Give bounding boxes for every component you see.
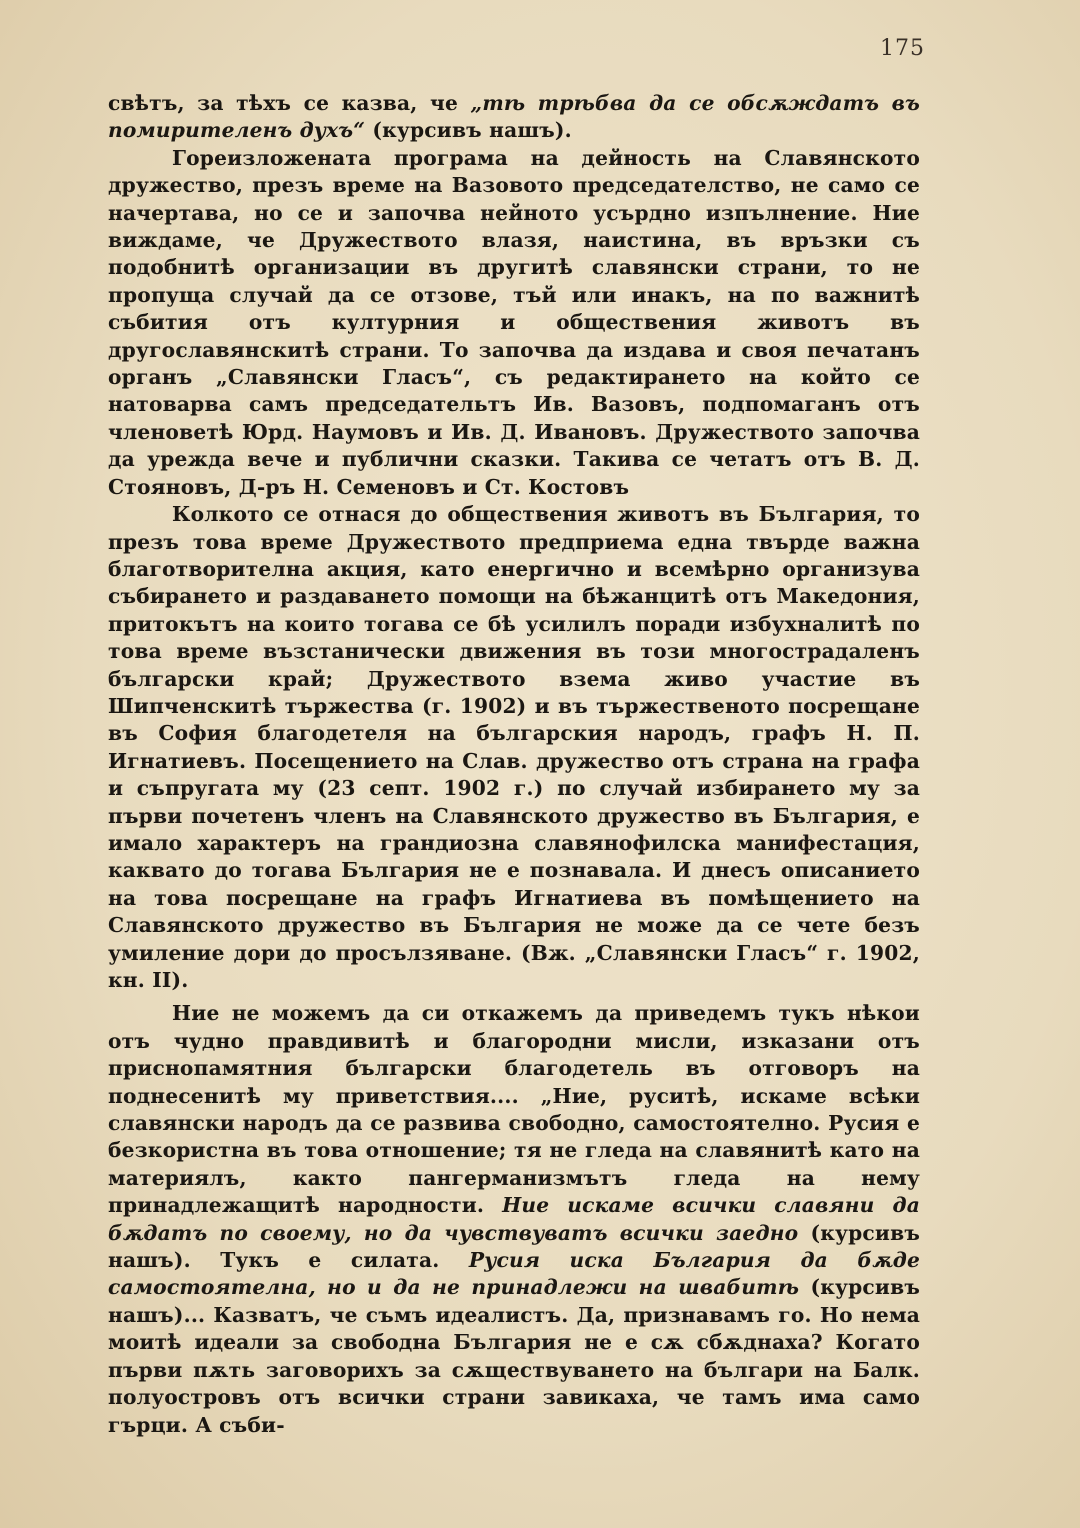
text-segment: (курсивъ нашъ). Тукъ е силата. — [108, 1220, 921, 1273]
body-text — [108, 90, 920, 1439]
italic-segment: Ние искаме всички славяни да бѫдатъ по своему, но да чувствуватъ всички заедно — [108, 1193, 920, 1245]
italic-segment: Русия иска България да бѫде самостоятелна, но и да не принадлежи на швабитѣ — [108, 1248, 920, 1300]
paragraph-3 — [108, 501, 920, 994]
text-segment: свѣтъ, за тѣхъ се казва, че — [108, 91, 471, 115]
paragraph-2 — [108, 145, 920, 501]
text-segment: Колкото се отнася до обществения животъ въ България, то презъ това време Дружеството предприема една твърде важна благотворителна акция, като енергично и всемѣрно организува събирането и раздаването помощи на бѣжанцитѣ отъ Македония, притокътъ на които тогава се бѣ усилилъ поради избухналитѣ по това време възстанически движения въ този многострадаленъ български край; Дружеството взема живо участие въ Шипченскитѣ тържества (г. 1902) и въ тържественото посрещане въ София благодетеля на българския народъ, графъ Н. П. Игнатиевъ. Посещението на Слав. дружество отъ страна на графа и съпругата му (23 септ. 1902 г.) по случай избирането му за първи почетенъ членъ на Славянското дружество въ България, е имало характеръ на грандиозна славянофилска манифестация, каквато до тогава България не е познавала. И днесъ описанието на това посрещане на графъ Игнатиева въ помѣщението на Славянското дружество въ България не може да се чете безъ умиление дори до просълзяване. (Вж. „Славянски Гласъ“ г. 1902, кн. II). — [108, 502, 920, 992]
italic-segment: „тѣ трѣбва да се обсѫждатъ въ помирителенъ духъ“ — [108, 91, 920, 143]
page-number: 175 — [880, 36, 925, 61]
text-segment: (курсивъ нашъ). — [365, 118, 572, 143]
text-segment: Гореизложената програма на дейность на Славянското дружество, презъ време на Вазовото председателство, не само се начертава, но се и започва нейното усърдно изпълнение. Ние виждаме, че Дружеството влазя, наистина, въ връзки съ подобнитѣ организации въ другитѣ славянски страни, то не пропуща случай да се отзове, тъй или инакъ, на по важнитѣ събития отъ културния и обществения животъ въ другославянскитѣ страни. То започва да издава и своя печатанъ органъ „Славянски Гласъ“, съ редактирането на който се натоварва самъ председательтъ Ив. Вазовъ, подпомаганъ отъ членоветѣ Юрд. Наумовъ и Ив. Д. Ивановъ. Дружеството започва да урежда вече и публични сказки. Такива се четатъ отъ В. Д. Стояновъ, Д-ръ Н. Семеновъ и Ст. Костовъ — [108, 145, 920, 499]
paragraph-1 — [108, 90, 920, 145]
text-segment: (курсивъ нашъ)... Казватъ, че съмъ идеалистъ. Да, признавамъ го. Но нема моитѣ идеали за свободна България не е сѫ сбѫднаха? Когато първи пѫть заговорихъ за сѫществуването на българи на Балк. полуостровъ отъ всички страни завикаха, че тамъ има само гърци. А съби- — [108, 1275, 920, 1437]
text-segment: Ние не можемъ да си откажемъ да приведемъ тукъ нѣкои отъ чудно правдивитѣ и благородни мисли, изказани отъ приснопамятния български благодетель въ отговоръ на поднесенитѣ му приветствия.... „Ние, руситѣ, искаме всѣки славянски народъ да се развива свободно, самостоятелно. Русия е безкористна въ това отношение; тя не гледа на славянитѣ като на материялъ, както пангерманизмътъ гледа на нему принадлежащитѣ народности. — [108, 1001, 920, 1218]
paragraph-4 — [108, 1000, 920, 1439]
